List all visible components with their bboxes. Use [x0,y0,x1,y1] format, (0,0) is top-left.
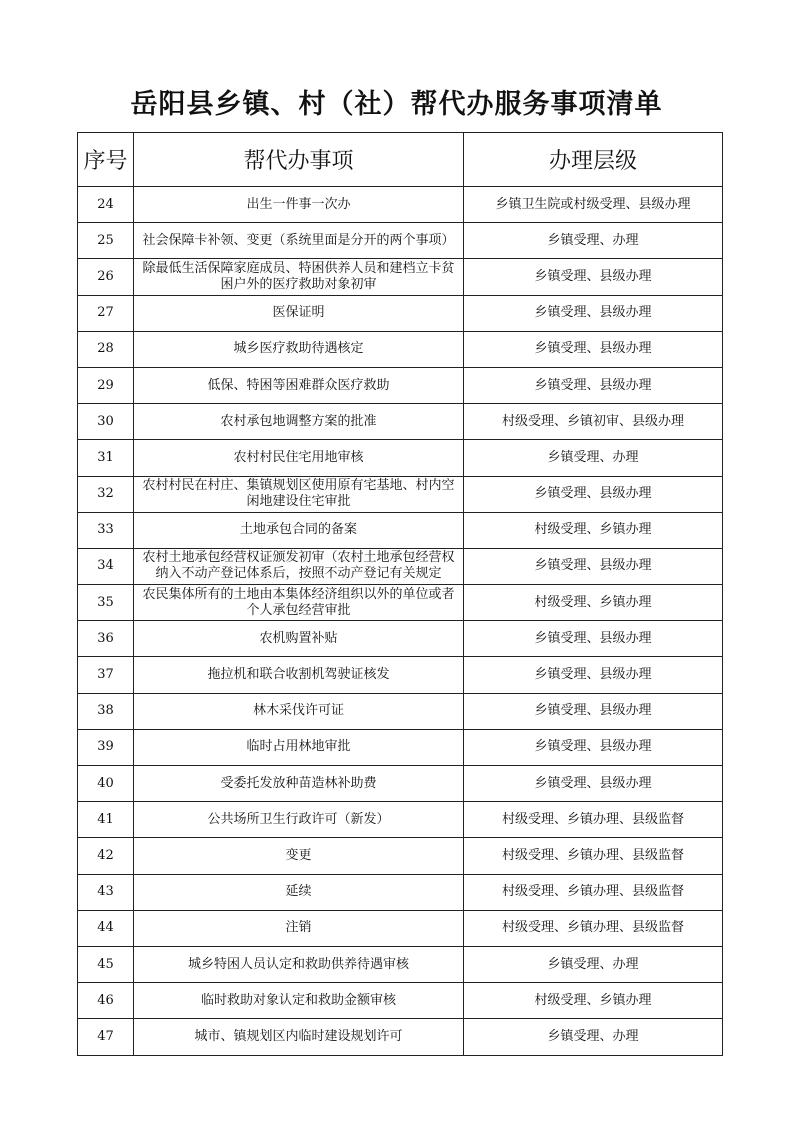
row-service-item: 受委托发放种苗造林补助费 [134,766,464,802]
row-serial-number: 25 [78,223,134,259]
row-service-item: 社会保障卡补领、变更（系统里面是分开的两个事项） [134,223,464,259]
table-row [78,766,723,802]
table-row [78,983,723,1019]
row-serial-number: 33 [78,512,134,548]
row-serial-number: 29 [78,367,134,403]
table-row [78,1019,723,1055]
service-items-table [77,132,723,1056]
row-service-item: 城乡医疗救助待遇核定 [134,331,464,367]
row-handling-level: 村级受理、乡镇办理 [464,512,723,548]
row-handling-level: 乡镇受理、县级办理 [464,693,723,729]
row-service-item: 拖拉机和联合收割机驾驶证核发 [134,657,464,693]
row-serial-number: 41 [78,802,134,838]
row-handling-level: 村级受理、乡镇办理 [464,983,723,1019]
table-row [78,621,723,657]
row-serial-number: 45 [78,946,134,982]
row-handling-level: 乡镇受理、办理 [464,223,723,259]
row-service-item: 延续 [134,874,464,910]
row-handling-level: 乡镇受理、县级办理 [464,476,723,512]
row-service-item: 公共场所卫生行政许可（新发） [134,802,464,838]
table-row [78,440,723,476]
table-row [78,367,723,403]
row-serial-number: 38 [78,693,134,729]
row-service-item: 土地承包合同的备案 [134,512,464,548]
table-row [78,874,723,910]
table-row [78,729,723,765]
table-row [78,295,723,331]
row-handling-level: 乡镇受理、县级办理 [464,766,723,802]
row-service-item: 农村村民住宅用地审核 [134,440,464,476]
header-service-item: 帮代办事项 [134,133,464,187]
row-handling-level: 乡镇受理、县级办理 [464,621,723,657]
row-service-item: 医保证明 [134,295,464,331]
row-serial-number: 43 [78,874,134,910]
row-serial-number: 35 [78,585,134,621]
row-service-item: 除最低生活保障家庭成员、特困供养人员和建档立卡贫困户外的医疗救助对象初审 [134,259,464,295]
row-serial-number: 37 [78,657,134,693]
row-handling-level: 乡镇卫生院或村级受理、县级办理 [464,187,723,223]
table-row [78,585,723,621]
table-row [78,657,723,693]
row-service-item: 农村承包地调整方案的批准 [134,404,464,440]
row-serial-number: 40 [78,766,134,802]
row-handling-level: 乡镇受理、办理 [464,946,723,982]
header-serial-number: 序号 [78,133,134,187]
table-row [78,404,723,440]
row-serial-number: 27 [78,295,134,331]
row-handling-level: 村级受理、乡镇办理、县级监督 [464,802,723,838]
row-handling-level: 村级受理、乡镇办理 [464,585,723,621]
row-service-item: 低保、特困等困难群众医疗救助 [134,367,464,403]
table-row [78,838,723,874]
row-serial-number: 28 [78,331,134,367]
header-handling-level: 办理层级 [464,133,723,187]
row-serial-number: 26 [78,259,134,295]
row-handling-level: 乡镇受理、县级办理 [464,259,723,295]
table-row [78,548,723,584]
row-service-item: 城市、镇规划区内临时建设规划许可 [134,1019,464,1055]
row-serial-number: 30 [78,404,134,440]
row-serial-number: 44 [78,910,134,946]
row-handling-level: 乡镇受理、县级办理 [464,548,723,584]
row-serial-number: 39 [78,729,134,765]
row-service-item: 临时救助对象认定和救助金额审核 [134,983,464,1019]
row-handling-level: 村级受理、乡镇初审、县级办理 [464,404,723,440]
row-service-item: 注销 [134,910,464,946]
row-service-item: 城乡特困人员认定和救助供养待遇审核 [134,946,464,982]
row-handling-level: 乡镇受理、县级办理 [464,657,723,693]
table-row [78,187,723,223]
table-row [78,512,723,548]
row-serial-number: 42 [78,838,134,874]
row-handling-level: 村级受理、乡镇办理、县级监督 [464,910,723,946]
row-handling-level: 村级受理、乡镇办理、县级监督 [464,838,723,874]
row-service-item: 变更 [134,838,464,874]
row-handling-level: 乡镇受理、办理 [464,1019,723,1055]
row-handling-level: 乡镇受理、县级办理 [464,729,723,765]
row-handling-level: 村级受理、乡镇办理、县级监督 [464,874,723,910]
row-service-item: 临时占用林地审批 [134,729,464,765]
table-row [78,476,723,512]
row-service-item: 农村村民在村庄、集镇规划区使用原有宅基地、村内空闲地建设住宅审批 [134,476,464,512]
row-handling-level: 乡镇受理、县级办理 [464,367,723,403]
table-row [78,693,723,729]
row-serial-number: 24 [78,187,134,223]
row-handling-level: 乡镇受理、县级办理 [464,295,723,331]
row-service-item: 农民集体所有的土地由本集体经济组织以外的单位或者个人承包经营审批 [134,585,464,621]
row-serial-number: 36 [78,621,134,657]
table-row [78,910,723,946]
table-row [78,259,723,295]
row-handling-level: 乡镇受理、办理 [464,440,723,476]
row-service-item: 出生一件事一次办 [134,187,464,223]
row-service-item: 农村土地承包经营权证颁发初审（农村土地承包经营权纳入不动产登记体系后，按照不动产登记有关规定 [134,548,464,584]
row-serial-number: 31 [78,440,134,476]
row-serial-number: 34 [78,548,134,584]
row-serial-number: 32 [78,476,134,512]
row-serial-number: 46 [78,983,134,1019]
row-serial-number: 47 [78,1019,134,1055]
row-handling-level: 乡镇受理、县级办理 [464,331,723,367]
table-row [78,223,723,259]
page-title: 岳阳县乡镇、村（社）帮代办服务事项清单 [130,89,663,120]
row-service-item: 林木采伐许可证 [134,693,464,729]
table-row [78,946,723,982]
row-service-item: 农机购置补贴 [134,621,464,657]
table-row [78,331,723,367]
table-header-row [78,133,723,187]
table-row [78,802,723,838]
